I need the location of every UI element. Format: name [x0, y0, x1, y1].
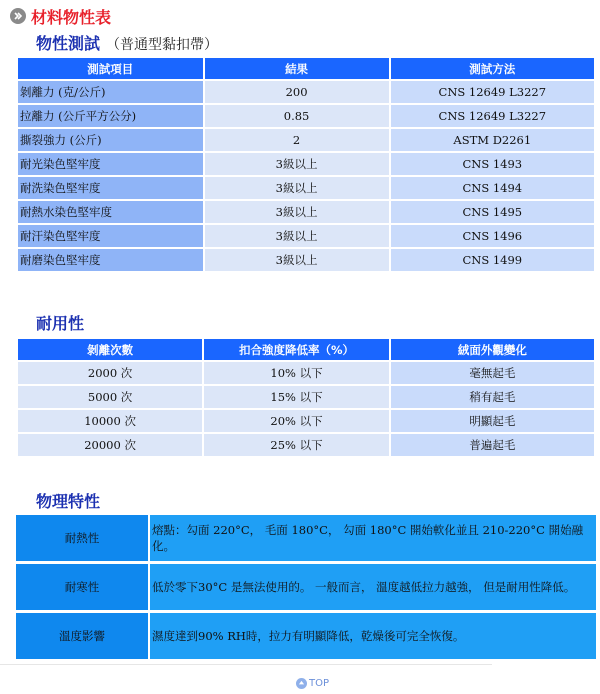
result-cell: 200 — [205, 81, 389, 103]
table-row — [18, 105, 594, 127]
table-row — [18, 177, 594, 199]
peel-count-cell: 10000 次 — [18, 410, 202, 432]
test-item-cell: 耐洗染色堅牢度 — [18, 177, 203, 199]
result-cell: 3級以上 — [205, 225, 389, 247]
property-name-cell: 耐熱性 — [16, 515, 150, 561]
test-item-cell: 拉離力 (公斤平方公分) — [18, 105, 203, 127]
footer-divider — [0, 664, 492, 665]
section-heading-durability: 耐用性 — [36, 314, 85, 333]
back-to-top-link[interactable] — [296, 678, 329, 689]
strength-reduction-cell: 15% 以下 — [204, 386, 389, 408]
back-to-top-label: TOP — [309, 678, 330, 689]
page-title: 材料物性表 — [31, 7, 112, 27]
result-cell: 3級以上 — [205, 153, 389, 175]
property-value-cell: 低於零下30°C 是無法使用的。 一般而言， 溫度越低拉力越強， 但是耐用性降低。 — [150, 564, 596, 610]
peel-count-cell: 5000 次 — [18, 386, 202, 408]
title-row — [10, 6, 111, 26]
durability-table — [16, 337, 596, 458]
section-subheading: （普通型黏扣帶） — [106, 37, 219, 53]
table-row — [16, 564, 596, 610]
physical-test-table — [16, 56, 596, 273]
strength-reduction-cell: 10% 以下 — [204, 362, 389, 384]
result-cell: 0.85 — [205, 105, 389, 127]
test-item-cell: 耐熱水染色堅牢度 — [18, 201, 203, 223]
column-header: 絨面外觀變化 — [391, 339, 594, 360]
table-row — [16, 613, 596, 659]
arrow-circle-icon — [10, 8, 26, 24]
peel-count-cell: 2000 次 — [18, 362, 202, 384]
arrow-up-icon — [296, 678, 307, 689]
table-row — [18, 434, 594, 456]
appearance-cell: 明顯起毛 — [391, 410, 594, 432]
method-cell: CNS 12649 L3227 — [391, 105, 594, 127]
property-value-cell: 熔點：勾面 220°C， 毛面 180°C， 勾面 180°C 開始軟化並且 210-220°C 開始融化。 — [150, 515, 596, 561]
table-row — [18, 225, 594, 247]
table-header-row — [18, 58, 594, 79]
table-row — [18, 410, 594, 432]
method-cell: CNS 12649 L3227 — [391, 81, 594, 103]
section-heading-label: 物性測試 — [36, 34, 101, 53]
peel-count-cell: 20000 次 — [18, 434, 202, 456]
table-row — [18, 129, 594, 151]
result-cell: 2 — [205, 129, 389, 151]
method-cell: CNS 1494 — [391, 177, 594, 199]
section-heading-physical-properties: 物理特性 — [36, 492, 101, 511]
property-value-cell: 濕度達到90% RH時，拉力有明顯降低，乾燥後可完全恢復。 — [150, 613, 596, 659]
column-header: 扣合強度降低率（%） — [204, 339, 389, 360]
test-item-cell: 撕裂強力 (公斤) — [18, 129, 203, 151]
column-header: 結果 — [205, 58, 389, 79]
method-cell: CNS 1493 — [391, 153, 594, 175]
appearance-cell: 稍有起毛 — [391, 386, 594, 408]
section-heading-physical-test — [36, 31, 218, 54]
column-header: 剝離次數 — [18, 339, 202, 360]
table-row — [18, 362, 594, 384]
test-item-cell: 耐磨染色堅牢度 — [18, 249, 203, 271]
table-header-row — [18, 339, 594, 360]
strength-reduction-cell: 25% 以下 — [204, 434, 389, 456]
property-name-cell: 耐寒性 — [16, 564, 150, 610]
table-row — [18, 201, 594, 223]
result-cell: 3級以上 — [205, 177, 389, 199]
strength-reduction-cell: 20% 以下 — [204, 410, 389, 432]
result-cell: 3級以上 — [205, 249, 389, 271]
physical-properties-table — [16, 512, 596, 662]
test-item-cell: 耐光染色堅牢度 — [18, 153, 203, 175]
column-header: 測試方法 — [391, 58, 594, 79]
test-item-cell: 耐汗染色堅牢度 — [18, 225, 203, 247]
method-cell: CNS 1495 — [391, 201, 594, 223]
method-cell: CNS 1496 — [391, 225, 594, 247]
method-cell: ASTM D2261 — [391, 129, 594, 151]
appearance-cell: 普遍起毛 — [391, 434, 594, 456]
appearance-cell: 毫無起毛 — [391, 362, 594, 384]
test-item-cell: 剝離力 (克/公斤) — [18, 81, 203, 103]
table-row — [18, 249, 594, 271]
property-name-cell: 溫度影響 — [16, 613, 150, 659]
table-row — [16, 515, 596, 561]
table-row — [18, 81, 594, 103]
table-row — [18, 386, 594, 408]
result-cell: 3級以上 — [205, 201, 389, 223]
table-row — [18, 153, 594, 175]
method-cell: CNS 1499 — [391, 249, 594, 271]
column-header: 測試項目 — [18, 58, 203, 79]
